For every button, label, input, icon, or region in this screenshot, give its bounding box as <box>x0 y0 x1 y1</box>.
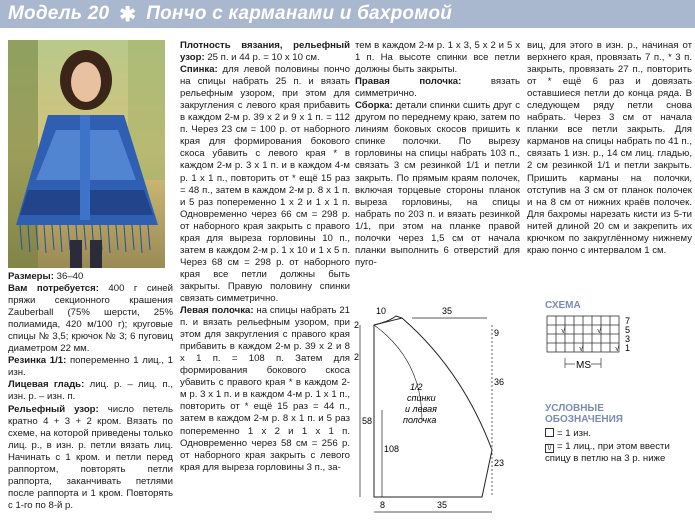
legend-knit-below-text: = 1 лиц., при этом ввести спицу в петлю на 3 р. ниже <box>545 441 670 464</box>
pattern-diagram <box>352 300 522 525</box>
dim-right-top: 9 <box>494 328 500 338</box>
back-label: Спинка: <box>180 64 218 76</box>
materials-column <box>8 271 173 512</box>
svg-text:√: √ <box>561 326 566 335</box>
legend-purl <box>545 428 685 439</box>
instructions-column-2 <box>180 40 350 474</box>
materials-value: 400 г синей пряжи секционного крашения Zauberball (75% шерсти, 25% полиамида, 420 м/100 г); круговые спицы № 3,5; крючок № 3; 6 пуговиц диаметром 22 мм. <box>8 283 173 355</box>
density-value: 25 п. и 44 р. = 10 х 10 см. <box>204 52 320 64</box>
dim-bottom-left: 8 <box>380 500 386 510</box>
repeat-label: MS <box>576 360 591 371</box>
legend-title <box>545 403 623 425</box>
assembly-label: Сборка: <box>355 100 393 112</box>
dim-right-mid: 36 <box>494 377 505 387</box>
sizes-value: 36–40 <box>53 271 84 282</box>
buttonholes-pockets-fringe-text: виц, для этого в изн. р., начиная от верхнего края, провязать 7 п., * 3 п. закрыть, провязать 27 п., повторить от * ещё 6 раз и довязать оставшиеся петли до конца ряда. В следующем ряду петли снова набрать. Через 3 см от начала планки все петли закрыть. Для карманов на спицы набрать по 41 п., связать 1 изн. р., 14 см лиц. гладью, 2 см резинкой 1/1 и петли закрыть. Пришить карманы на полочки, отступив на 3 см от планок полочек и на 8 см от нижних краёв полочек. Для бахромы нарезать кисти из 5-ти нитей длиной 20 см и закрепить их крючком по закруглённому нижнему краю пончо с интервалом 1 см. <box>527 40 692 256</box>
sizes-label: Размеры: <box>8 271 54 282</box>
stockinette-label: Лицевая гладь: <box>8 379 85 391</box>
dim-top-left: 2 <box>354 320 360 330</box>
dim-left-side: 58 <box>362 416 373 426</box>
stockinette-value: лиц. р. – лиц. п., изн. р. – изн. п. <box>8 379 173 403</box>
continued-text: тем в каждом 2-м р. 1 х 3, 5 х 2 и 5 х 1 п. На высоте спинки все петли должны быть закрыты. <box>355 40 520 76</box>
knit-below-symbol: \/ <box>545 444 554 453</box>
piece-label-2: спинки <box>407 393 436 403</box>
rib-value: попеременно 1 лиц., 1 изн. <box>8 355 173 379</box>
svg-text:√: √ <box>615 344 620 353</box>
legend-title-line-2: ОБОЗНАЧЕНИЯ <box>545 414 623 425</box>
back-value: для левой половины пончо на спицы набрать 25 п. и вязать рельефным узором, при этом для закругления с левого края прибавить в каждом 2-м р. 39 х 2 и 9 х 1 п. = 112 п. Через 23 см = 100 р. от наборного края для формирования бокового скоса убавить с левого края * в каждом 2-м р. 3 х 1 п. и в каждом 4-м р. 1 х 1 п., повторить от * ещё 15 раз = 48 п., затем в каждом 2-м р. 8 х 1 п. и 5 раз попеременно 1 х 2 и 1 х 1 п. Одновременно через 66 см = 298 р. от наборного края закрыть с правого края для выреза горловины 10 п., затем в каждом 2-м р. 1 х 10 и 1 х 5 п. Через 68 см = 298 р. от наборного края все петли должны быть закрыты. Правую половину спинки связать симметрично. <box>180 64 350 304</box>
pattern-title: Пончо с карманами и бахромой <box>146 3 453 24</box>
svg-text:√: √ <box>579 344 584 353</box>
dim-left-big: 108 <box>384 444 400 454</box>
svg-text:√: √ <box>597 326 602 335</box>
materials-label: Вам потребуется: <box>8 283 99 295</box>
relief-value: число петель кратно 4 + 3 + 2 кром. Вязать по схеме, на которой приведены только лиц. р., в изн. р. петли вязать лиц. Начинать с 1 кром. и петли перед раппортом, повторять петли раппорта, заканчивать петлями после раппорта и 1 кром. Повторять с 1-го по 8-й р. <box>8 403 173 511</box>
row-number-3: 3 <box>625 334 631 344</box>
row-number-5: 5 <box>625 325 631 335</box>
left-front-label: Левая полочка: <box>180 305 254 317</box>
relief-label: Рельефный узор: <box>8 403 99 415</box>
piece-label-3: и левая <box>405 404 437 414</box>
row-number-1: 1 <box>625 343 631 353</box>
legend-knit-below <box>545 441 685 464</box>
purl-symbol <box>545 428 554 437</box>
dim-top-mid: 10 <box>376 306 387 316</box>
stitch-chart <box>545 314 655 384</box>
right-front-label: Правая полочка: <box>355 76 462 88</box>
assembly-value: детали спинки сшить друг с другом по переднему краю, затем по линиям боковых скосов пришить к спинке полочки. По вырезу горловины на спицы набрать 103 п., связать 3 см резинкой 1/1 и петли закрыть. По прямым краям полочек, включая торцевые стороны планок выреза горловины, на спицы набрать по 203 п. и вязать резинкой 1/1, при этом на планке правой полочки через 1,5 см от начала планки выполнить 6 отверстий для пуго- <box>355 100 520 268</box>
piece-label-1: 1/2 <box>410 382 423 392</box>
model-photo <box>8 40 165 268</box>
dim-right-bot: 23 <box>494 458 505 468</box>
dim-left-mark: 2 <box>354 352 360 362</box>
right-front-value: вязать симметрично. <box>355 76 521 100</box>
rib-label: Резинка 1/1: <box>8 355 67 367</box>
legend-title-line-1: УСЛОВНЫЕ <box>545 403 604 414</box>
piece-label-4: полочка <box>403 415 437 425</box>
density-label: Плотность вязания, рельефный узор: <box>180 40 350 64</box>
instructions-column-3 <box>355 40 520 269</box>
left-front-value: на спицы набрать 21 п. и вязать рельефным узором, при этом для закругления с правого края прибавить в каждом 2-м р. 39 х 2 и 8 х 1 п. = 108 п. Затем для формирования бокового скоса убавить с правого края * в каждом 2-м р. 3 х 1 п. и в каждом 4-м р. 1 х 1 п., повторить от * ещё 15 раз = 44 п., затем в каждом 2-м р. 8 х 1 п. и 5 раз попеременно 1 х 2 и 1 х 1 п. Одновременно через 58 см = 256 р. от наборного края закрыть с левого края для выреза горловины 3 п., за- <box>180 305 350 473</box>
page-header <box>0 0 695 28</box>
row-number-7: 7 <box>625 316 631 326</box>
instructions-column-4 <box>527 40 692 257</box>
schema-title: СХЕМА <box>545 300 581 311</box>
model-number: Модель 20 <box>8 3 110 24</box>
star-icon: ✱ <box>119 3 137 26</box>
legend-purl-text: = 1 изн. <box>557 428 591 439</box>
dim-top-right: 35 <box>442 306 453 316</box>
dim-bottom-right: 35 <box>437 500 448 510</box>
